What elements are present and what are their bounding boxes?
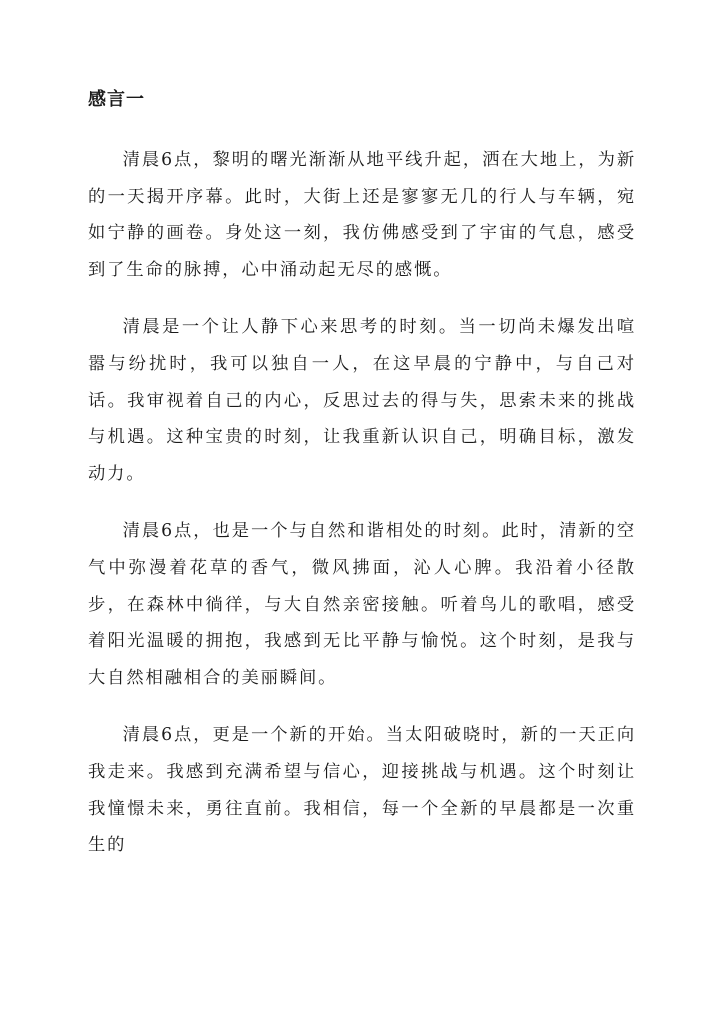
- paragraph-4: 清晨6点，更是一个新的开始。当太阳破晓时，新的一天正向我走来。我感到充满希望与信心，迎接挑战与机遇。这个时刻让我憧憬未来，勇往直前。我相信，每一个全新的早晨都是一次重生的: [88, 725, 636, 856]
- paragraph-1: 清晨6点，黎明的曙光渐渐从地平线升起，洒在大地上，为新的一天揭开序幕。此时，大街上还是寥寥无几的行人与车辆，宛如宁静的画卷。身处这一刻，我仿佛感受到了宇宙的气息，感受到了生命的脉搏，心中涌动起无尽的感慨。: [88, 150, 636, 280]
- paragraph-3: 清晨6点，也是一个与自然和谐相处的时刻。此时，清新的空气中弥漫着花草的香气，微风拂面，沁人心脾。我沿着小径散步，在森林中徜徉，与大自然亲密接触。听着鸟儿的歌唱，感受着阳光温暖的拥抱，我感到无比平静与愉悦。这个时刻，是我与大自然相融相合的美丽瞬间。: [88, 521, 636, 688]
- document-body: [88, 142, 636, 885]
- document-title: 感言一: [88, 89, 145, 110]
- paragraph-2: 清晨是一个让人静下心来思考的时刻。当一切尚未爆发出喧嚣与纷扰时，我可以独自一人，在这早晨的宁静中，与自己对话。我审视着自己的内心，反思过去的得与失，思索未来的挑战与机遇。这种宝贵的时刻，让我重新认识自己，明确目标，激发动力。: [88, 317, 636, 484]
